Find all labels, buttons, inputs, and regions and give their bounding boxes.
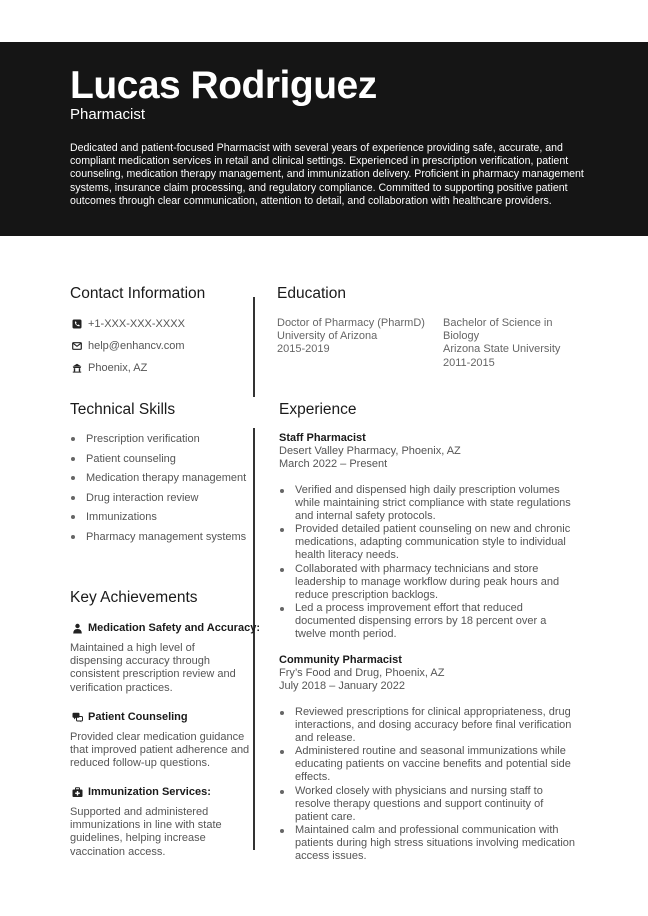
header-banner xyxy=(0,42,648,236)
job-bullet: Worked closely with physicians and nursing staff to resolve therapy questions and support continuity of patient care. xyxy=(279,785,579,824)
contact-phone xyxy=(72,318,185,330)
job-title: Staff Pharmacist xyxy=(279,432,366,444)
achievement-text: Provided clear medication guidance that improved patient adherence and reduced follow-up questions. xyxy=(70,731,250,770)
achievement-heading xyxy=(72,622,260,634)
job-bullet: Collaborated with pharmacy technicians and store leadership to manage workflow during peak hours and reduce prescription backlogs. xyxy=(279,563,579,602)
skill-item: Medication therapy management xyxy=(70,471,246,491)
education-degree: Bachelor of Science in Biology xyxy=(443,317,553,343)
person-icon xyxy=(72,623,83,634)
education-school: University of Arizona xyxy=(277,330,378,343)
skills-title: Technical Skills xyxy=(70,401,176,418)
job-bullet: Reviewed prescriptions for clinical appropriateness, drug interactions, and dosing accuracy before final verification and release. xyxy=(279,706,579,745)
contact-title: Contact Information xyxy=(70,285,206,302)
job-title: Community Pharmacist xyxy=(279,654,402,666)
education-item xyxy=(443,317,573,370)
achievement-heading xyxy=(72,786,211,798)
job-bullets xyxy=(279,706,579,863)
contact-email xyxy=(72,340,185,352)
chat-icon xyxy=(72,712,83,723)
summary-text: Dedicated and patient-focused Pharmacist with several years of experience providing safe, accurate, and compliant medication services in retail and clinical settings. Experienced in prescription verification, patient counseling, medication therapy management, and immunization delivery. Proficient in pharmacy management systems, insurance claim processing, and regulatory compliance. Committed to supporting positive patient outcomes through clear communication, attention to detail, and collaboration with healthcare providers. xyxy=(70,142,584,207)
education-school: Arizona State University xyxy=(443,343,561,356)
achievement-title: Patient Counseling xyxy=(88,711,188,723)
location-text: Phoenix, AZ xyxy=(88,362,148,374)
education-title: Education xyxy=(277,285,346,302)
achievement-text: Maintained a high level of dispensing accuracy through consistent prescription review and verification practices. xyxy=(70,642,236,694)
skill-item: Drug interaction review xyxy=(70,491,246,511)
job-bullet: Provided detailed patient counseling on new and chronic medications, adapting communication style to individual health literacy needs. xyxy=(279,523,579,562)
job-company: Fry’s Food and Drug, Phoenix, AZ xyxy=(279,667,445,679)
job-bullet: Verified and dispensed high daily prescription volumes while maintaining strict compliance with state regulations and internal safety protocols. xyxy=(279,484,579,523)
skill-item: Pharmacy management systems xyxy=(70,530,246,550)
job-dates: March 2022 – Present xyxy=(279,458,388,470)
candidate-role: Pharmacist xyxy=(70,106,146,123)
divider-bottom xyxy=(253,428,255,850)
achievements-title: Key Achievements xyxy=(70,589,198,606)
skills-list xyxy=(70,432,246,550)
achievement-title: Medication Safety and Accuracy: xyxy=(88,622,260,634)
email-text: help@enhancv.com xyxy=(88,340,185,352)
achievement-text: Supported and administered immunizations in line with state guidelines, helping increase vaccination access. xyxy=(70,806,222,858)
phone-icon xyxy=(72,319,82,329)
skill-item: Prescription verification xyxy=(70,432,246,452)
building-icon xyxy=(72,363,82,373)
skill-item: Patient counseling xyxy=(70,452,246,472)
phone-text: +1-XXX-XXX-XXXX xyxy=(88,318,185,330)
envelope-icon xyxy=(72,341,82,351)
job-company: Desert Valley Pharmacy, Phoenix, AZ xyxy=(279,445,461,457)
education-years: 2015-2019 xyxy=(277,343,330,356)
education-item xyxy=(277,317,437,357)
education-years: 2011-2015 xyxy=(443,356,495,369)
skill-item: Immunizations xyxy=(70,510,246,530)
experience-title: Experience xyxy=(279,401,357,418)
job-dates: July 2018 – January 2022 xyxy=(279,680,405,692)
medical-kit-icon xyxy=(72,787,83,798)
contact-location xyxy=(72,362,147,374)
job-bullet: Led a process improvement effort that reduced documented dispensing errors by 18 percent over a twelve month period. xyxy=(279,602,579,641)
job-bullet: Maintained calm and professional communication with patients during high stress situations involving medication access issues. xyxy=(279,824,579,863)
divider-top xyxy=(253,297,255,397)
job-bullets xyxy=(279,484,579,641)
achievement-heading xyxy=(72,711,188,723)
job-bullet: Administered routine and seasonal immunizations while educating patients on vaccine benefits and potential side effects. xyxy=(279,745,579,784)
education-degree: Doctor of Pharmacy (PharmD) xyxy=(277,317,425,329)
achievement-title: Immunization Services: xyxy=(88,786,211,798)
candidate-name: Lucas Rodriguez xyxy=(70,64,377,107)
